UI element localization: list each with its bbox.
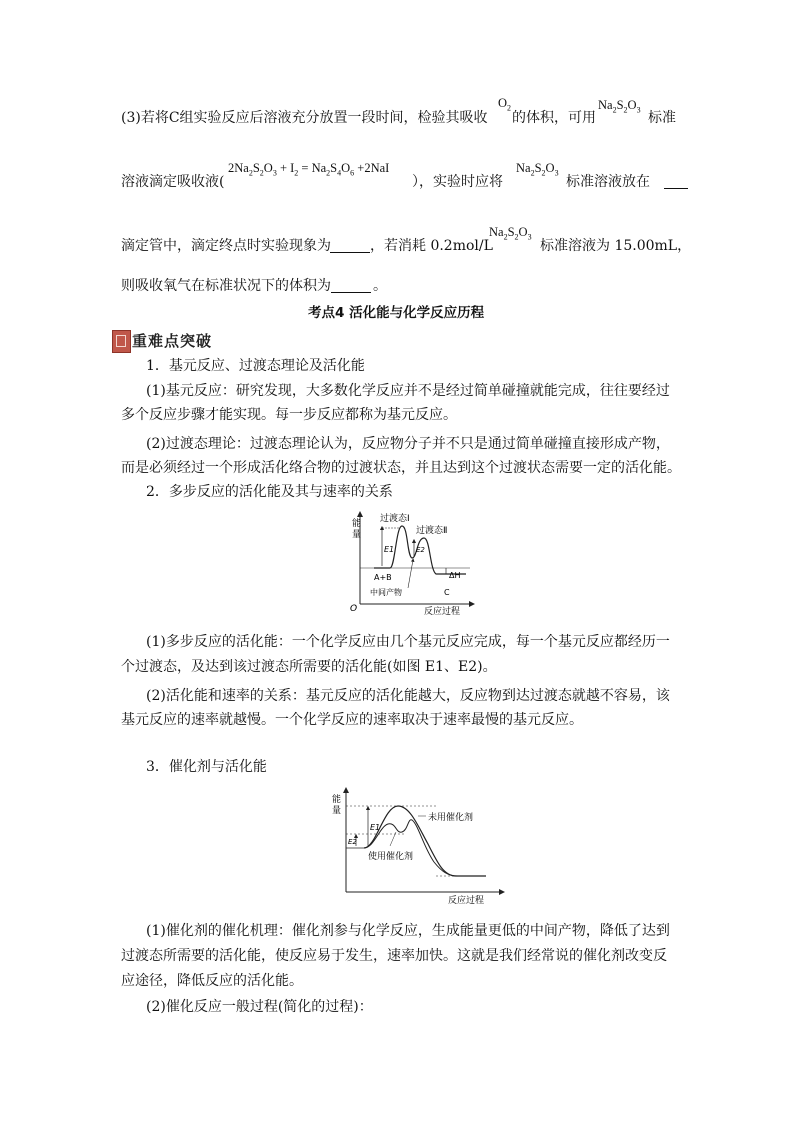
p2-a-line1: (1)多步反应的活化能：一个化学反应由几个基元反应完成，每一个基元反应都经历一 <box>146 634 670 650</box>
catalyzed-label: 使用催化剂 <box>368 852 414 862</box>
p1-heading: 1．基元反应、过渡态理论及活化能 <box>146 358 365 374</box>
p3-a-line1: (1)催化剂的催化机理：催化剂参与化学反应，生成能量更低的中间产物，降低了达到 <box>146 923 670 939</box>
section-title: 考点4 活化能与化学反应历程 <box>308 305 485 321</box>
badge-icon <box>112 330 131 353</box>
p2-b-line2: 基元反应的速率就越慢。一个化学反应的速率取决于速率最慢的基元反应。 <box>121 712 583 728</box>
q3-line3-suffix: 标准溶液为 15.00mL， <box>540 238 692 254</box>
p2-b-line1: (2)活化能和速率的关系：基元反应的活化能越大，反应物到达过渡态就越不容易，该 <box>146 688 670 704</box>
titration-equation: $2Na_2S_2O_3 + I_2 = Na_2S_4O_6 +2NaI$ <box>228 161 390 178</box>
energy-diagram-catalyst <box>326 786 506 904</box>
uncatalyzed-label: 未用催化剂 <box>428 813 474 823</box>
ts1-label: 过渡态Ⅰ <box>380 514 410 524</box>
p1-b-line1: (2)过渡态理论：过渡态理论认为，反应物分子并不只是通过简单碰撞直接形成产物， <box>146 436 670 452</box>
na2s2o3-formula-2: $Na_2S_2O_3$ <box>516 161 559 178</box>
q3-line1-prefix: (3)若将C组实验反应后溶液充分放置一段时间，检验其吸收 <box>121 110 488 126</box>
fig2-y-label-1: 能 <box>332 795 342 805</box>
p1-a-line1: (1)基元反应：研究发现，大多数化学反应并不是经过简单碰撞就能完成，往往要经过 <box>146 383 670 399</box>
p1-b-line2: 而是必须经过一个形成活化络合物的过渡状态，并且达到这个过渡状态需要一定的活化能。 <box>121 460 681 476</box>
dh-label: ΔH <box>449 571 461 580</box>
product-label: C <box>444 588 450 597</box>
ts2-label: 过渡态Ⅱ <box>416 526 448 536</box>
p3-a-line2: 过渡态所需要的活化能，使反应易于发生，速率加快。这就是我们经常说的催化剂改变反 <box>121 948 667 964</box>
p3-a-line3: 应途径，降低反应的活化能。 <box>121 973 303 989</box>
blank-burette[interactable] <box>664 172 688 189</box>
energy-diagram-multistep <box>350 508 482 616</box>
badge-heading: 重难点突破 <box>132 332 213 350</box>
p1-a-line2: 多个反应步骤才能实现。每一步反应都称为基元反应。 <box>121 407 457 423</box>
y-label-2: 量 <box>352 530 362 540</box>
y-label-1: 能 <box>352 519 362 529</box>
intermediate-label: 中间产物 <box>370 588 402 597</box>
q3-line2-suffix: 标准溶液放在 <box>566 174 650 190</box>
p2-heading: 2．多步反应的活化能及其与速率的关系 <box>146 484 393 500</box>
p3-heading: 3．催化剂与活化能 <box>146 759 267 775</box>
q3-line1-mid: 的体积，可用 <box>512 110 596 126</box>
q3-line2-mid: ），实验时应将 <box>412 174 503 190</box>
blank-volume[interactable] <box>331 276 371 293</box>
p2-a-line2: 个过渡态，及达到该过渡态所需要的活化能(如图 E1、E2)。 <box>121 659 497 675</box>
q3-line4-end: 。 <box>373 278 387 294</box>
fig2-y-label-2: 量 <box>332 806 342 816</box>
fig2-x-label: 反应过程 <box>448 896 485 904</box>
q3-line3-mid: ，若消耗 0.2mol/L <box>370 238 493 254</box>
na2s2o3-formula-1: $Na_2S_2O_3$ <box>598 98 641 115</box>
q3-line2-prefix: 溶液滴定吸收液( <box>121 174 225 190</box>
o2-formula: $O_2$ <box>498 96 512 113</box>
e2-label: E2 <box>416 546 425 554</box>
blank-endpoint[interactable] <box>330 236 370 253</box>
e1-label: E1 <box>384 545 395 554</box>
na2s2o3-formula-3: $Na_2S_2O_3$ <box>489 225 532 242</box>
reactant-label: A+B <box>374 573 392 582</box>
x-label: 反应过程 <box>424 607 461 616</box>
q3-line3-prefix: 滴定管中，滴定终点时实验现象为 <box>121 238 331 254</box>
origin-label: O <box>350 604 358 614</box>
q3-line1-suffix: 标准 <box>648 110 676 126</box>
fig2-e2-label: E2 <box>348 838 357 846</box>
fig2-e1-label: E1 <box>370 823 381 832</box>
q3-line4: 则吸收氧气在标准状况下的体积为 <box>121 278 331 294</box>
p3-b: (2)催化反应一般过程(简化的过程)： <box>146 999 373 1015</box>
